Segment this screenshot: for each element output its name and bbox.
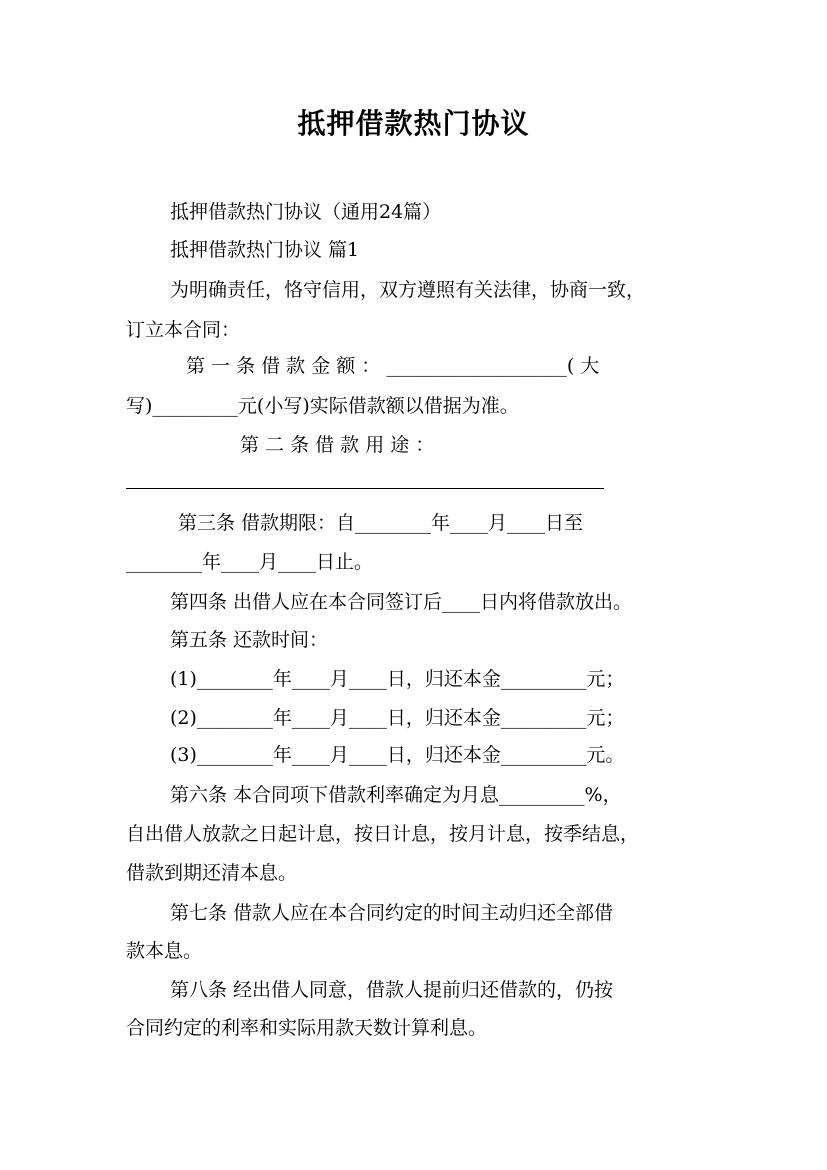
doc-line-article-3-cont: ________年____月____日止。 (126, 551, 374, 573)
doc-line-article-6: 第六条 本合同项下借款利率确定为月息_________%， (170, 784, 622, 806)
doc-line-article-2: 第 二 条 借 款 用 途 ： (240, 434, 435, 456)
doc-line-article-1-cont: 写)_________元(小写)实际借款额以借据为准。 (126, 395, 519, 417)
doc-line-article-3: 第三条 借款期限：自________年____月____日至 (178, 512, 584, 534)
doc-line-article-8: 第八条 经出借人同意，借款人提前归还借款的，仍按 (170, 979, 614, 1001)
doc-line-preamble-cont: 订立本合同： (126, 319, 241, 341)
doc-line-article-6-cont-2: 借款到期还清本息。 (126, 862, 298, 884)
blank-underline (126, 470, 604, 489)
doc-line-article-1: 第 一 条 借 款 金 额 ： ___________________( 大 (186, 355, 600, 377)
doc-line-preamble: 为明确责任，恪守信用，双方遵照有关法律，协商一致， (170, 279, 646, 301)
doc-line-repayment-1: (1)________年____月____日，归还本金_________元； (170, 668, 625, 690)
doc-line-article-8-cont: 合同约定的利率和实际用款天数计算利息。 (126, 1017, 488, 1039)
doc-line-article-4: 第四条 出借人应在本合同签订后____日内将借款放出。 (170, 591, 633, 613)
doc-line-article-7: 第七条 借款人应在本合同约定的时间主动归还全部借 (170, 902, 614, 924)
doc-line-repayment-3: (3)________年____月____日，归还本金_________元。 (170, 744, 625, 766)
doc-line-article-5: 第五条 还款时间： (170, 629, 329, 651)
document-title: 抵押借款热门协议 (297, 107, 530, 140)
doc-line-repayment-2: (2)________年____月____日，归还本金_________元； (170, 707, 625, 729)
doc-line-article-2-blank (126, 470, 706, 495)
doc-line-subtitle: 抵押借款热门协议（通用24篇） (170, 201, 442, 223)
doc-line-article-6-cont-1: 自出借人放款之日起计息，按日计息，按月计息，按季结息， (126, 823, 640, 845)
doc-line-article-7-cont: 款本息。 (126, 940, 203, 962)
doc-line-section-heading: 抵押借款热门协议 篇1 (170, 239, 360, 261)
